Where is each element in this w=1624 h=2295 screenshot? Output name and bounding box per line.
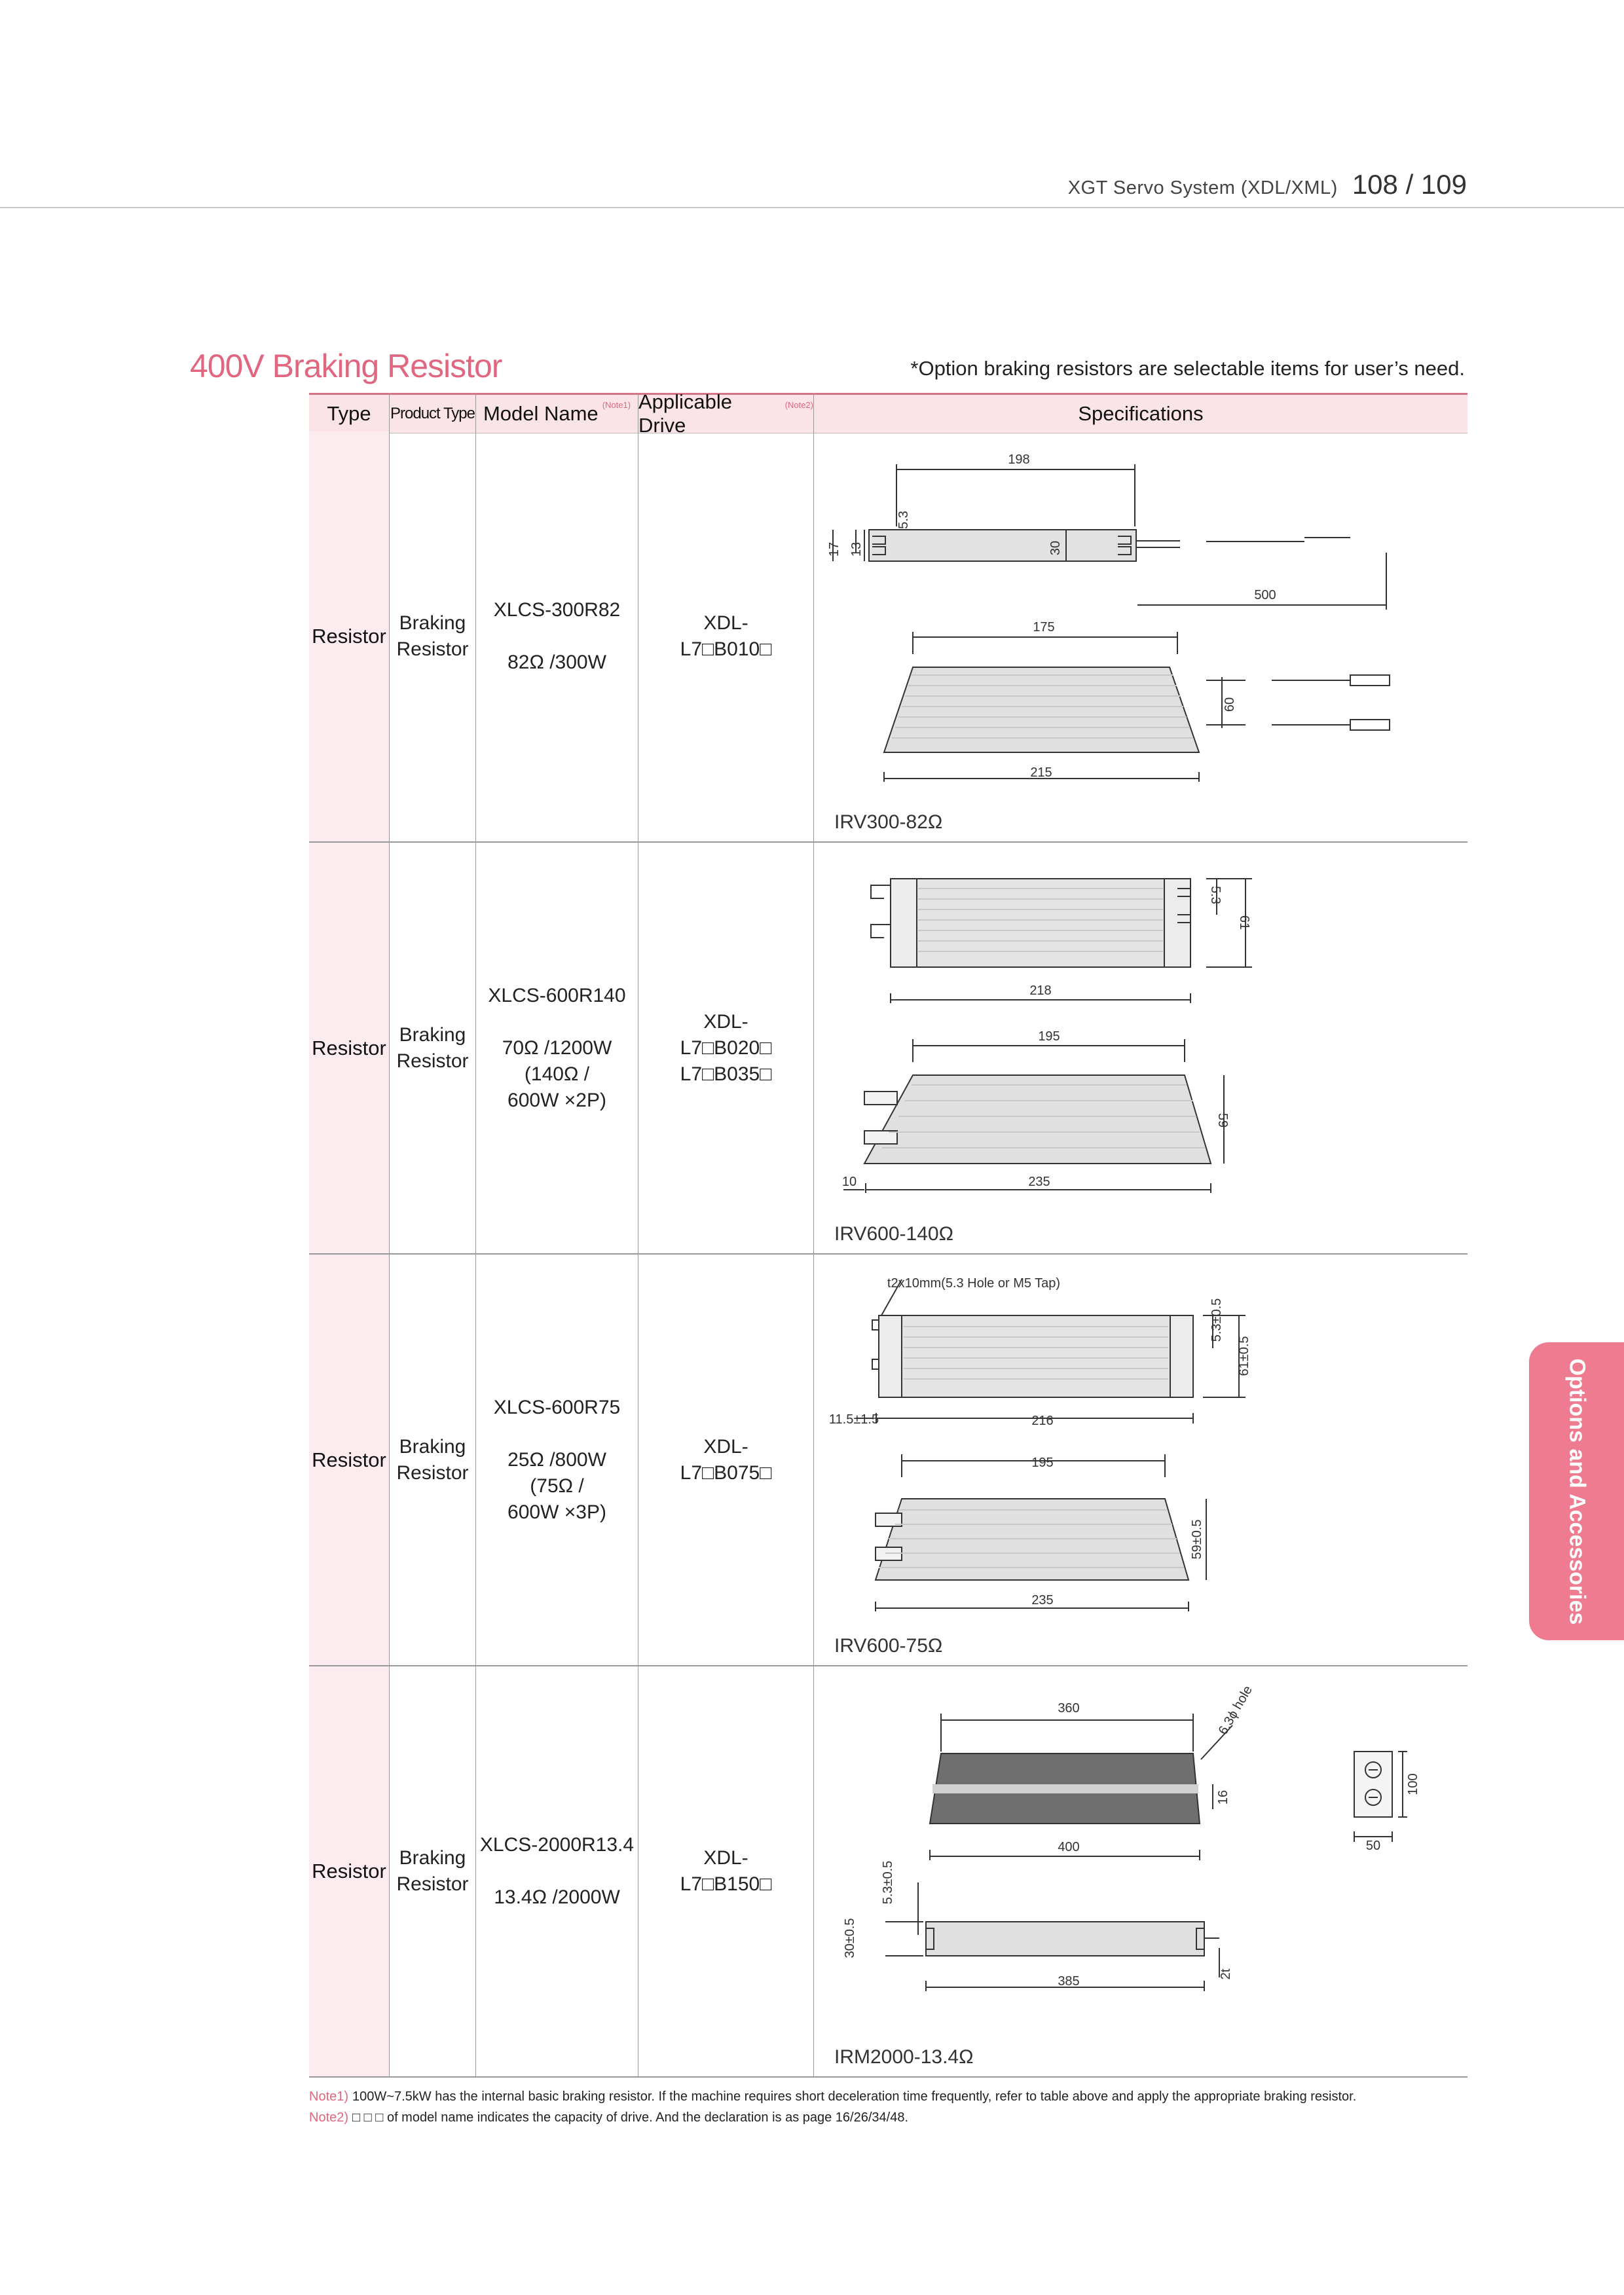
row-model-name: XLCS-300R82 82Ω /300W: [493, 599, 621, 673]
dim-60: 60: [1223, 697, 1237, 712]
drive-note-ref: (Note2): [784, 399, 813, 410]
row-product-type: Braking Resistor: [396, 1847, 469, 1895]
row-product-type: Braking Resistor: [396, 1023, 469, 1072]
model-note-ref: (Note1): [602, 399, 631, 410]
dim-5-3: 5.3: [896, 511, 911, 529]
dim-30: 30±0.5: [843, 1918, 857, 1958]
dim-235: 235: [1031, 1593, 1054, 1607]
dim-16: 16: [1216, 1790, 1230, 1805]
dim-5-3: 5.3: [1208, 886, 1223, 904]
dimension-drawing: [813, 843, 1467, 1253]
dim-61: 61: [1237, 915, 1251, 930]
dim-13: 13: [849, 542, 864, 557]
row-product-type: Braking Resistor: [396, 1435, 469, 1484]
dim-216: 216: [1031, 1414, 1054, 1428]
dim-195: 195: [1031, 1456, 1054, 1470]
side-tab[interactable]: [1529, 1342, 1624, 1640]
dim-195: 195: [1038, 1029, 1060, 1044]
note-2: Note2) □ □ □ of model name indicates the capacity of drive. And the declaration is as page 16/26/34/48.: [309, 2110, 909, 2125]
dim-hole: 6.3ϕ hole: [1215, 1683, 1255, 1738]
page-numbers: 108 / 109: [1352, 169, 1467, 200]
side-tab-label: Options and Accessories: [1564, 1358, 1589, 1625]
spec-caption: IRV600-75Ω: [834, 1635, 943, 1657]
row-applicable-drive: XDL- L7□B075□: [680, 1435, 772, 1484]
dimension-drawing: [813, 1255, 1467, 1665]
note-1: Note1) 100W~7.5kW has the internal basic braking resistor. If the machine requires short deceleration time frequently, refer to table above and apply the appropriate braking resistor.: [309, 2089, 1357, 2104]
page-header: [1068, 169, 1467, 200]
table-row: [309, 843, 1467, 1255]
spec-caption: IRM2000-13.4Ω: [834, 2046, 974, 2068]
spec-drawing: [813, 1666, 1467, 2076]
dim-5-3: 5.3±0.5: [1209, 1298, 1224, 1342]
header-specifications: Specifications: [1078, 402, 1204, 425]
row-type: Resistor: [312, 1448, 386, 1471]
spec-drawing: [813, 431, 1467, 841]
dim-100: 100: [1406, 1773, 1420, 1795]
dim-235: 235: [1028, 1175, 1050, 1189]
spec-drawing: [813, 843, 1467, 1253]
dim-59: 59±0.5: [1190, 1519, 1204, 1560]
row-applicable-drive: XDL- L7□B150□: [680, 1847, 772, 1895]
dimension-drawing: [813, 1666, 1467, 2076]
dim-50: 50: [1365, 1839, 1381, 1853]
table-row: [309, 431, 1467, 843]
header-applicable-drive: Applicable Drive $^{(Note2)}$: [638, 390, 813, 437]
table-header: [309, 390, 1467, 437]
section-note: *Option braking resistors are selectable items for user’s need.: [910, 357, 1465, 380]
dimension-drawing: [813, 431, 1467, 841]
header-divider: [0, 207, 1624, 208]
row-model-name: XLCS-600R140 70Ω /1200W (140Ω / 600W ×2P): [488, 984, 626, 1111]
header-type: Type: [327, 402, 371, 425]
dim-5-3: 5.3±0.5: [881, 1860, 895, 1905]
dim-360: 360: [1058, 1701, 1080, 1716]
footnotes: [309, 2086, 1356, 2128]
spec-caption: IRV600-140Ω: [834, 1223, 953, 1245]
dim-10: 10: [841, 1175, 857, 1189]
dim-17: 17: [827, 542, 841, 557]
table-row: [309, 1666, 1467, 2078]
row-type: Resistor: [312, 1036, 386, 1059]
dim-198: 198: [1008, 452, 1030, 467]
spec-caption: IRV300-82Ω: [834, 811, 943, 833]
header-model-name: Model Name $^{(Note1)}$: [483, 399, 631, 425]
dim-59: 59: [1215, 1112, 1230, 1128]
row-model-name: XLCS-2000R13.4 13.4Ω /2000W: [479, 1834, 635, 1908]
section-title: 400V Braking Resistor: [190, 348, 502, 384]
dim-175: 175: [1033, 620, 1055, 634]
dim-500: 500: [1254, 588, 1276, 602]
row-model-name: XLCS-600R75 25Ω /800W (75Ω / 600W ×3P): [493, 1396, 621, 1523]
row-applicable-drive: XDL- L7□B010□: [680, 612, 772, 660]
table-row: [309, 1255, 1467, 1666]
dim-215: 215: [1030, 765, 1052, 780]
dim-400: 400: [1058, 1840, 1080, 1854]
row-type: Resistor: [312, 1860, 386, 1882]
doc-title: XGT Servo System (XDL/XML): [1067, 177, 1338, 198]
header-product-type: Product Type: [390, 405, 475, 422]
dim-hole-note: t2x10mm(5.3 Hole or M5 Tap): [887, 1276, 1061, 1291]
dim-385: 385: [1058, 1974, 1080, 1989]
row-applicable-drive: XDL- L7□B020□ L7□B035□: [680, 1010, 772, 1085]
dim-30: 30: [1048, 540, 1063, 556]
row-product-type: Braking Resistor: [396, 612, 469, 660]
dim-61: 61±0.5: [1237, 1336, 1251, 1376]
dim-218: 218: [1029, 983, 1052, 998]
dim-11-5: 11.5±1.5: [828, 1412, 879, 1427]
spec-drawing: [813, 1255, 1467, 1665]
dim-2t: 2t: [1219, 1968, 1233, 1980]
row-type: Resistor: [312, 625, 386, 648]
